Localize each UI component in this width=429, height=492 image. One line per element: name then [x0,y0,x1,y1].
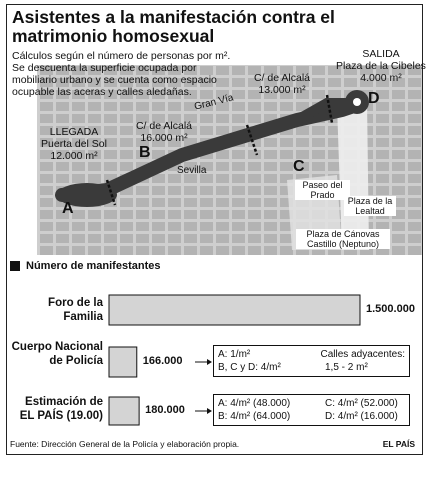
street-lealtad: Plaza de la Lealtad [344,196,396,216]
street-sevilla: Sevilla [177,165,207,176]
segment-d-label: SALIDA Plaza de la Cibeles 4.000 m² [336,48,426,84]
point-d: D [368,90,380,107]
chart-title: Asistentes a la manifestación contra el matrimonio homosexual [12,7,335,46]
annotation-box-0 [213,345,410,377]
annotation-left-0-0: A: 1/m² [218,349,251,360]
annotation-left-0-1: B, C y D: 4/m² [218,362,281,373]
category-label-2: Estimación de EL PAÍS (19.00) [19,396,103,422]
value-label-0: 1.500.000 [366,303,415,315]
annotation-box-1 [213,394,410,426]
annotation-right-1-1: D: 4/m² (16.000) [325,411,398,422]
source-note: Fuente: Dirección General de la Policía y elaboración propia. [10,439,240,449]
legend-label: Número de manifestantes [26,260,161,272]
bar-1 [109,347,137,377]
annotation-arrowhead-1 [207,408,212,414]
category-label-0: Foro de la Familia [48,297,103,323]
street-gran-via: Gran Vía [193,92,235,113]
annotation-arrowhead-0 [207,359,212,365]
annotation-left-1-1: B: 4/m² (64.000) [218,411,291,422]
street-neptuno: Plaza de Cánovas Castillo (Neptuno) [296,229,390,249]
bar-2 [109,397,139,425]
annotation-right-1-0: C: 4/m² (52.000) [325,398,398,409]
category-label-1: Cuerpo Nacional de Policía [11,341,103,367]
point-b: B [139,144,151,161]
segment-a-label: LLEGADA Puerta del Sol 12.000 m² [41,126,107,162]
publisher-brand: EL PAÍS [382,439,415,449]
point-c: C [293,158,305,175]
annotation-right-0-0: Calles adyacentes: [320,349,405,360]
point-a: A [62,200,74,217]
value-label-2: 180.000 [145,404,185,416]
bar-0 [109,295,360,325]
value-label-1: 166.000 [142,355,183,367]
segment-b-label: C/ de Alcalá 16.000 m² [135,120,193,144]
chart-subtitle: Cálculos según el número de personas por m². Se descuenta la superficie ocupada por mobiliario urbano y se cuenta como espacio ocupable las aceras y calles aledañas. [12,50,231,98]
segment-c-label: C/ de Alcalá 13.000 m² [253,72,311,96]
annotation-right-0-1: 1,5 - 2 m² [325,362,368,373]
street-paseo-prado: Paseo del Prado [295,180,350,200]
annotation-left-1-0: A: 4/m² (48.000) [218,398,291,409]
